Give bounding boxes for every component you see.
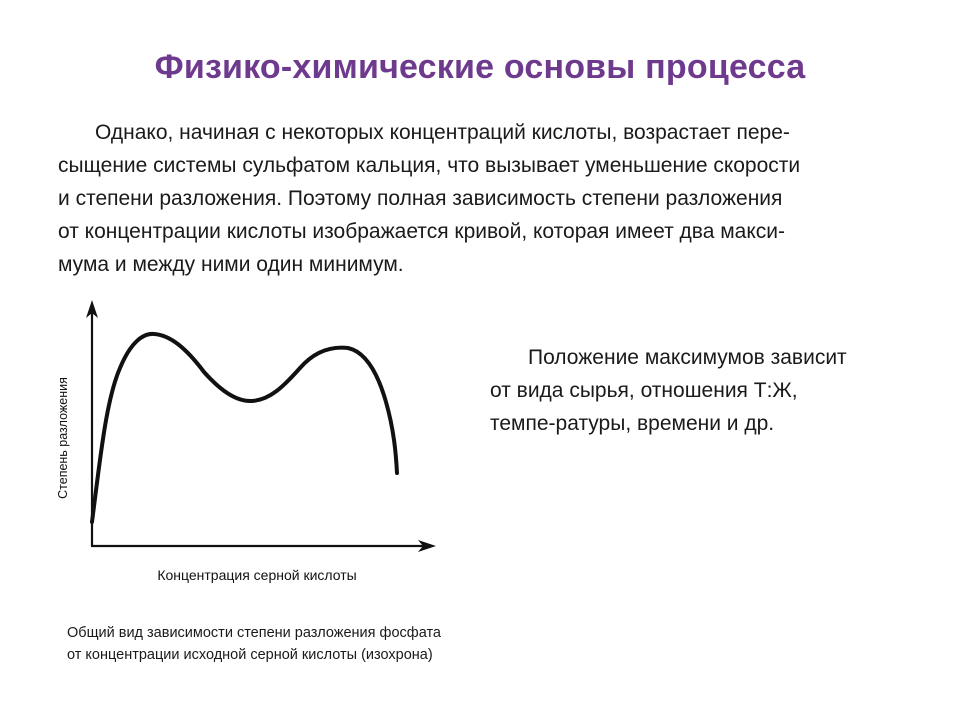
side-paragraph-line: Положение максимумов зависит [528,346,847,369]
figure-caption [67,622,527,666]
decomposition-curve [92,334,397,522]
y-axis-label: Степень разложения [56,377,70,499]
main-paragraph-line: от концентрации кислоты изображается кривой, которая имеет два макси- [58,220,785,243]
main-paragraph-line: и степени разложения. Поэтому полная зависимость степени разложения [58,187,783,210]
caption-line: от концентрации исходной серной кислоты (изохрона) [67,647,433,663]
x-axis-label: Концентрация серной кислоты [157,567,357,583]
side-paragraph-line: от вида сырья, отношения Т:Ж, [490,379,798,402]
main-paragraph-line: мума и между ними один минимум. [58,253,404,276]
side-paragraph [490,341,920,440]
slide-title: Физико-химические основы процесса [154,48,806,86]
decomposition-graph [40,290,460,590]
side-paragraph-line: темпе-ратуры, времени и др. [490,412,775,435]
main-paragraph-line: сыщение системы сульфатом кальция, что вызывает уменьшение скорости [58,154,801,177]
main-paragraph-line: Однако, начиная с некоторых концентраций кислоты, возрастает пере- [95,121,790,144]
caption-line: Общий вид зависимости степени разложения фосфата [67,625,441,641]
main-paragraph [58,116,918,281]
